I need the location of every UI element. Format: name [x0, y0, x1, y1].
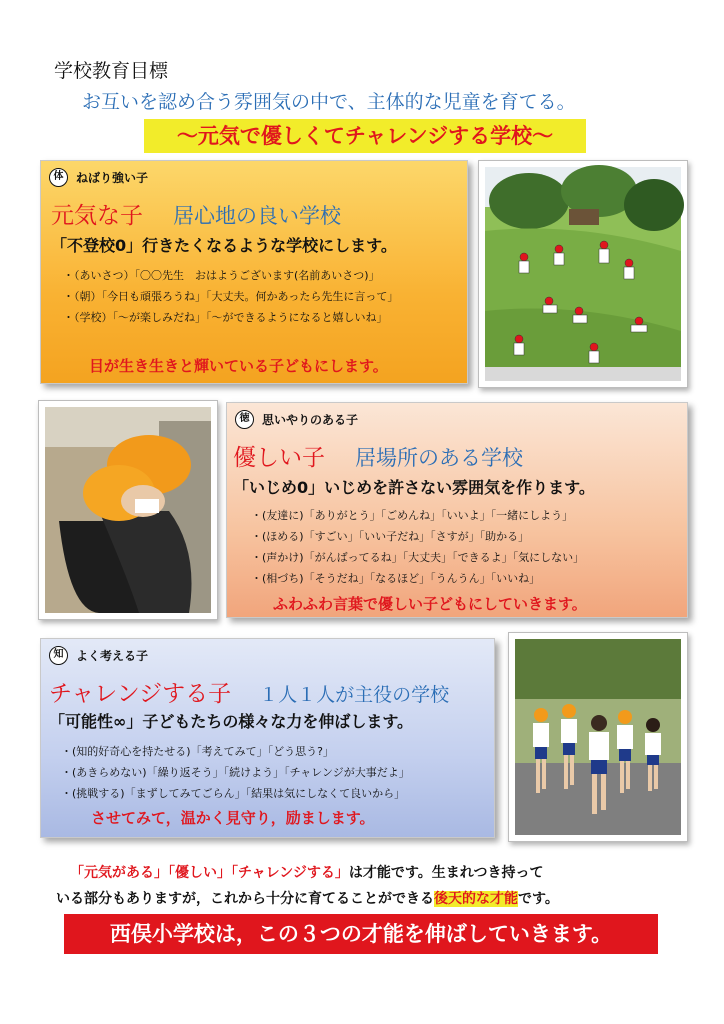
heading-blue: 居心地の良い学校	[173, 204, 341, 228]
list-item: ・（学校）「～が楽しみだね」「～ができるようになると嬉しいね」	[63, 311, 388, 324]
section-statement: 「いじめ0」いじめを許さない雰囲気を作ります。	[233, 478, 595, 497]
heading-red: チャレンジする子	[49, 681, 232, 707]
section-panel-yasashii	[226, 402, 688, 618]
final-banner-text: 西俣小学校は，この３つの才能を伸ばしていきます。	[109, 922, 613, 946]
list-item: ・(友達に)「ありがとう」「ごめんね」「いいよ」「一緒にしよう」	[251, 509, 574, 522]
slogan-text: ～元気で優しくてチャレンジする学校～	[176, 124, 554, 148]
section-closing: ふわふわ言葉で優しい子どもにしていきます。	[273, 595, 587, 613]
section-subtitle-row	[235, 409, 358, 429]
section-panel-genki	[40, 160, 468, 384]
section-heading	[233, 439, 523, 472]
section-closing: 目が生き生きと輝いている子どもにします。	[89, 357, 388, 375]
list-item: ・(相づち)「そうだね」「なるほど」「うんうん」「いいね」	[251, 572, 541, 585]
footer-text-3: です。	[518, 891, 559, 907]
section-subtitle: 思いやりのある子	[262, 413, 359, 427]
list-item: ・(知的好奇心を持たせる)「考えてみて」「どう思う?」	[61, 745, 334, 758]
list-item: ・（朝）「今日も頑張ろうね」「大丈夫。何かあったら先生に言って」	[63, 290, 399, 303]
badge-chi: 知	[49, 646, 68, 665]
heading-blue: 居場所のある学校	[355, 446, 523, 470]
phrase-list	[61, 741, 410, 804]
section-subtitle: よく考える子	[76, 649, 149, 663]
list-item: ・(ほめる)「すごい」「いい子だね」「さすが」「助かる」	[251, 530, 530, 543]
list-item: ・（あいさつ）「〇〇先生 おはようございます(名前あいさつ)」	[63, 269, 380, 282]
final-banner	[64, 914, 658, 954]
badge-tai: 体	[49, 168, 68, 187]
child-hat-illustration	[39, 401, 217, 619]
footer-paragraph	[56, 860, 676, 912]
slogan-banner	[144, 119, 586, 153]
section-subtitle: ねばり強い子	[76, 171, 149, 185]
photo-grass-slope	[478, 160, 688, 388]
school-goal: お互いを認め合う雰囲気の中で、主体的な児童を育てる。	[82, 91, 576, 113]
phrase-list	[251, 505, 584, 589]
phrase-list	[63, 265, 398, 328]
heading-red: 元気な子	[51, 203, 143, 229]
footer-line-1	[56, 860, 676, 886]
grass-slope-illustration	[479, 161, 687, 387]
section-subtitle-row	[49, 645, 148, 665]
heading-red: 優しい子	[233, 445, 325, 471]
section-subtitle-row	[49, 167, 148, 187]
footer-line-2	[56, 886, 676, 912]
list-item: ・(挑戦する)「まずしてみてごらん」「結果は気にしなくて良いから」	[61, 787, 406, 800]
badge-toku: 徳	[235, 410, 254, 429]
heading-blue: １人１人が主役の学校	[259, 684, 450, 706]
footer-red-phrase: 「元気がある」「優しい」「チャレンジする」	[70, 865, 349, 881]
section-panel-challenge	[40, 638, 495, 838]
section-statement: 「不登校0」行きたくなるような学校にします。	[51, 236, 397, 255]
page-title: 学校教育目標	[54, 60, 169, 82]
list-item: ・(あきらめない)「繰り返そう」「続けよう」「チャレンジが大事だよ」	[61, 766, 410, 779]
photo-running-kids	[508, 632, 688, 842]
photo-child-hat	[38, 400, 218, 620]
footer-text-2: いる部分もありますが，これから十分に育てることができる	[56, 891, 434, 907]
section-statement: 「可能性∞」子どもたちの様々な力を伸ばします。	[49, 712, 414, 731]
running-kids-illustration	[509, 633, 687, 841]
list-item: ・(声かけ)「がんばってるね」「大丈夫」「できるよ」「気にしない」	[251, 551, 585, 564]
section-closing: させてみて，温かく見守り，励まします。	[91, 809, 375, 827]
footer-highlight: 後天的な才能	[434, 891, 518, 907]
section-heading	[51, 197, 341, 230]
footer-text-1: は才能です。生まれつき持って	[348, 865, 544, 881]
section-heading	[49, 675, 449, 708]
